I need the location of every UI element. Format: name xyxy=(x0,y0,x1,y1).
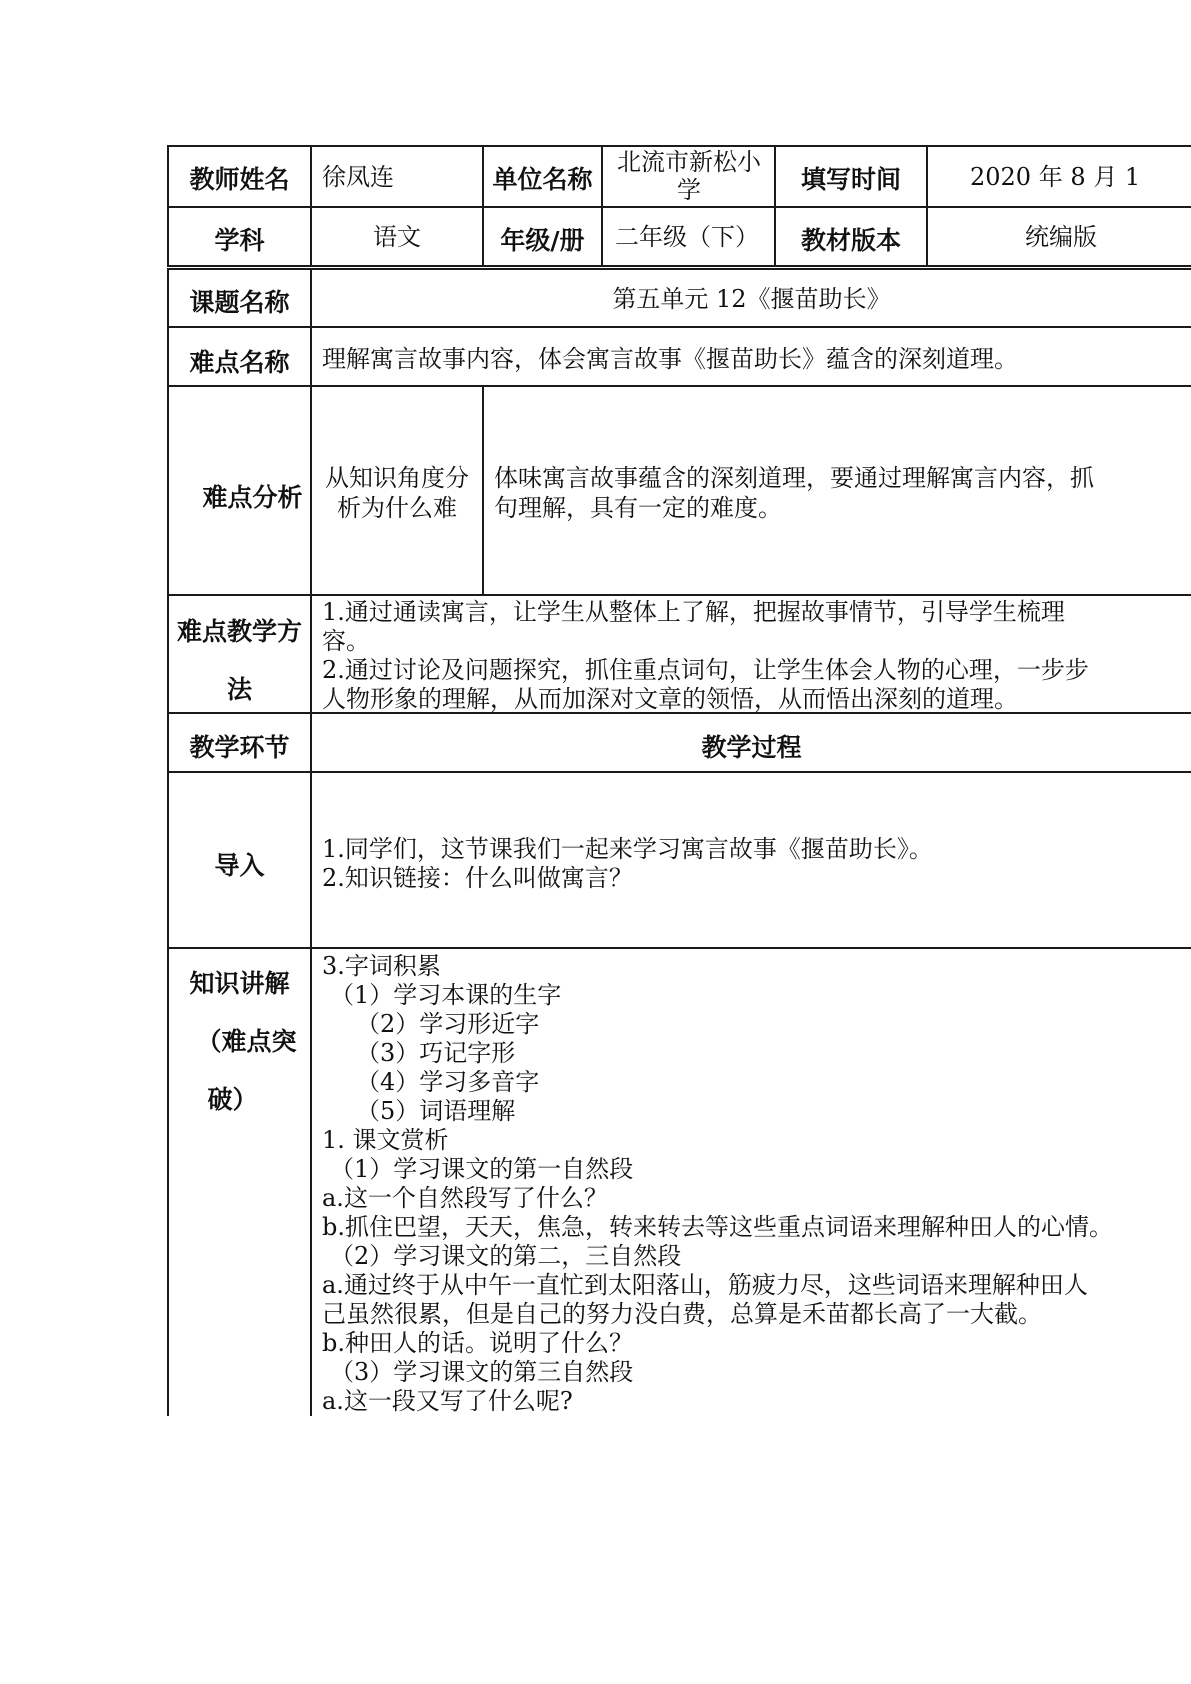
knowledge-line: （2）学习课文的第二，三自然段 xyxy=(330,1242,682,1270)
table-rule xyxy=(167,268,1191,270)
unit-value-line1: 北流市新松小 xyxy=(617,148,761,176)
knowledge-line: b.抓住巴望，天天，焦急，转来转去等这些重点词语来理解种田人的心情。 xyxy=(322,1213,1113,1241)
knowledge-label-line2: （难点突 xyxy=(196,1027,297,1056)
table-rule xyxy=(167,265,1191,267)
edition-label: 教材版本 xyxy=(800,226,901,255)
knowledge-line: （3）巧记字形 xyxy=(356,1039,516,1067)
analysis-text-line1: 体味寓言故事蕴含的深刻道理，要通过理解寓言内容，抓 xyxy=(494,464,1094,492)
table-rule xyxy=(167,326,1191,328)
process-header: 教学过程 xyxy=(701,733,802,762)
knowledge-line: a.通过终于从中午一直忙到太阳落山，筋疲力尽，这些词语来理解种田人 xyxy=(322,1271,1088,1299)
unit-value-line2: 学 xyxy=(677,176,701,204)
knowledge-line: （2）学习形近字 xyxy=(356,1010,540,1038)
subject-label: 学科 xyxy=(214,226,265,255)
table-rule xyxy=(167,771,1191,773)
knowledge-line: （3）学习课文的第三自然段 xyxy=(330,1358,634,1386)
method-label-line1: 难点教学方 xyxy=(176,617,302,646)
method-line: 1.通过通读寓言，让学生从整体上了解，把握故事情节，引导学生梳理 xyxy=(322,598,1065,626)
knowledge-line: （5）词语理解 xyxy=(356,1097,516,1125)
date-label: 填写时间 xyxy=(800,165,901,194)
table-rule xyxy=(167,385,1191,387)
table-rule xyxy=(167,145,1191,147)
table-rule xyxy=(310,268,312,1416)
method-line: 人物形象的理解，从而加深对文章的领悟，从而悟出深刻的道理。 xyxy=(322,685,1018,713)
intro-line: 2.知识链接：什么叫做寓言？ xyxy=(322,864,633,892)
process-stage-header: 教学环节 xyxy=(189,733,290,762)
table-rule xyxy=(167,206,1191,208)
knowledge-line: b.种田人的话。说明了什么？ xyxy=(322,1329,633,1357)
knowledge-line: 1. 课文赏析 xyxy=(322,1126,449,1154)
lesson-title-label: 课题名称 xyxy=(189,288,290,317)
table-rule xyxy=(167,594,1191,596)
table-rule xyxy=(167,268,169,1416)
knowledge-label-line1: 知识讲解 xyxy=(189,969,290,998)
knowledge-line: （1）学习本课的生字 xyxy=(330,981,562,1009)
teacher-value: 徐凤连 xyxy=(322,163,394,191)
teacher-label: 教师姓名 xyxy=(189,165,290,194)
analysis-label: 难点分析 xyxy=(202,483,303,512)
knowledge-line: （4）学习多音字 xyxy=(356,1068,540,1096)
difficulty-label: 难点名称 xyxy=(189,348,290,377)
difficulty-value: 理解寓言故事内容，体会寓言故事《揠苗助长》蕴含的深刻道理。 xyxy=(322,345,1018,373)
knowledge-line: a.这一段又写了什么呢? xyxy=(322,1387,573,1415)
knowledge-line: 3.字词积累 xyxy=(322,952,441,980)
grade-value: 二年级（下） xyxy=(615,223,759,251)
unit-label: 单位名称 xyxy=(492,165,593,194)
analysis-sublabel-line2: 析为什么难 xyxy=(337,494,457,522)
knowledge-line: a.这一个自然段写了什么？ xyxy=(322,1184,608,1212)
analysis-sublabel-line1: 从知识角度分 xyxy=(325,464,469,492)
intro-line: 1.同学们，这节课我们一起来学习寓言故事《揠苗助长》。 xyxy=(322,835,933,863)
edition-value: 统编版 xyxy=(1025,223,1097,251)
lesson-title-value: 第五单元 12《揠苗助长》 xyxy=(612,285,891,313)
grade-label: 年级/册 xyxy=(500,226,585,255)
date-value: 2020 年 8 月 1 xyxy=(970,163,1141,191)
method-label-line2: 法 xyxy=(226,675,252,704)
table-rule xyxy=(482,385,484,596)
method-line: 2.通过讨论及问题探究，抓住重点词句，让学生体会人物的心理，一步步 xyxy=(322,656,1089,684)
subject-value: 语文 xyxy=(373,223,421,251)
knowledge-line: 己虽然很累，但是自己的努力没白费，总算是禾苗都长高了一大截。 xyxy=(322,1300,1042,1328)
intro-label: 导入 xyxy=(214,851,265,880)
table-rule xyxy=(167,947,1191,949)
knowledge-line: （1）学习课文的第一自然段 xyxy=(330,1155,634,1183)
method-line: 容。 xyxy=(322,627,370,655)
knowledge-label-line3: 破） xyxy=(207,1085,258,1114)
analysis-text-line2: 句理解，具有一定的难度。 xyxy=(494,494,782,522)
